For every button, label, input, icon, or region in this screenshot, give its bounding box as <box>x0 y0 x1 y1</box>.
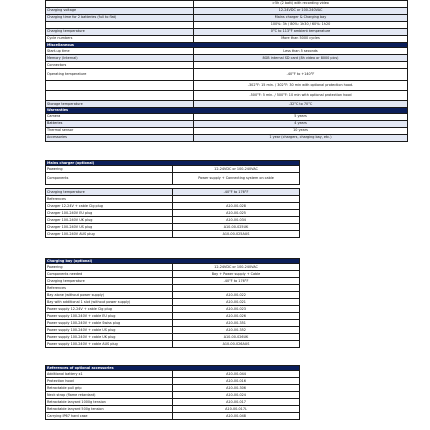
table-row <box>46 29 408 36</box>
row-value: Mains charger & Charging bay <box>194 15 408 22</box>
row-label: Start-up time <box>46 48 194 55</box>
mains-charger-table <box>45 160 300 238</box>
table-row <box>46 134 408 141</box>
table-row <box>46 166 300 173</box>
row-value: -40°F to +140°F <box>194 69 408 81</box>
row-label: Power supply 100-240V + cable AUS plug <box>46 341 173 348</box>
row-value: A10-00-026AUS <box>173 341 300 348</box>
row-value: A10-00-048 <box>173 413 300 420</box>
row-label: References <box>46 285 173 292</box>
charging-bay-table <box>45 258 300 348</box>
row-value: 8GB internal SD card (8h video or 8000 pics) <box>194 55 408 62</box>
row-label: Charger 100-240V AUS plug <box>46 231 173 238</box>
table-row <box>46 55 408 62</box>
row-label: Charger 12-24V + cable Cig plug <box>46 203 173 210</box>
row-label: Charger 100-240V UK plug <box>46 217 173 224</box>
row-value: -302°F: 15 min. / 302°F: 30 min with optional protection hood. <box>194 81 408 91</box>
row-label: Powering <box>46 264 173 271</box>
row-value <box>173 196 300 203</box>
table-row <box>46 36 408 43</box>
table-row <box>46 210 300 217</box>
specifications-table <box>45 0 408 142</box>
table-row <box>46 8 408 15</box>
row-value: A10-00-023 <box>173 306 300 313</box>
table-row <box>46 306 300 313</box>
table-row <box>46 341 300 348</box>
row-value: Less than 5 seconds <box>194 48 408 55</box>
row-value: A10-00-026UK <box>173 334 300 341</box>
table-row <box>46 413 300 420</box>
row-label: Charging voltage <box>46 8 194 15</box>
row-value: A10-00-017L <box>173 406 300 413</box>
row-value: 5 years <box>194 113 408 120</box>
row-label: Charging temperature <box>46 278 173 285</box>
row-label: Batteries <box>46 120 194 127</box>
table-row <box>46 278 300 285</box>
table-row <box>46 101 408 108</box>
row-value: Bay + Power supply + Cable <box>173 271 300 278</box>
table-row <box>46 385 300 392</box>
row-label: Components <box>46 173 173 185</box>
table-row <box>46 69 408 81</box>
table-row <box>46 127 408 134</box>
section-header: Miscellaneous <box>46 43 408 48</box>
table-row <box>46 371 300 378</box>
table-row <box>46 406 300 413</box>
row-value: A10-00-025 <box>173 210 300 217</box>
row-label: Protection hood <box>46 378 173 385</box>
row-label: Bay with additional 1 slot (without power supply) <box>46 299 173 306</box>
row-value: A10-00-352 <box>173 327 300 334</box>
row-value: 100%: 3h / 80%: 1h30 / 60%: 1h20 <box>194 22 408 29</box>
row-label: Retractable pull grip <box>46 385 173 392</box>
row-value: A10-00-022 <box>173 292 300 299</box>
row-value: A10-00-024 <box>173 392 300 399</box>
table-row <box>46 91 408 101</box>
table-row <box>46 292 300 299</box>
row-value: 12-24VDC or 100-240VAC <box>173 264 300 271</box>
row-label: Thermal sensor <box>46 127 194 134</box>
row-value: >5h (2 batt) with recording video <box>194 1 408 8</box>
table-row <box>46 320 300 327</box>
row-value <box>194 62 408 69</box>
row-label <box>46 81 194 91</box>
row-label: Cycle numbers <box>46 36 194 43</box>
table-row <box>46 327 300 334</box>
table-row <box>46 334 300 341</box>
row-label: Accessories <box>46 134 194 141</box>
row-value: 1 year (chargers, charging bay, etc.) <box>194 134 408 141</box>
row-label: Retractable lanyard 1000g tension <box>46 399 173 406</box>
row-label: Neck strap (flame retardant) <box>46 392 173 399</box>
row-label: Components needed <box>46 271 173 278</box>
row-value: 12-24VDC or 100-240VAC <box>194 8 408 15</box>
row-label: Powering <box>46 166 173 173</box>
row-value: A10-00-017 <box>173 399 300 406</box>
row-value: 10 years <box>194 127 408 134</box>
row-value: Power supply + Connecting system on cable <box>173 173 300 185</box>
row-label: Retractable lanyard 500g tension <box>46 406 173 413</box>
row-label: Charging temperature <box>46 29 194 36</box>
row-value: A10-00-044 <box>173 371 300 378</box>
table-row <box>46 113 408 120</box>
optional-accessories-table <box>45 365 300 420</box>
row-value: A10-00-351 <box>173 320 300 327</box>
row-label: Power supply 100-240V + cable EU plug <box>46 313 173 320</box>
table-row <box>46 285 300 292</box>
table-row <box>46 231 300 238</box>
row-value: 0°C to 113°F ambient temperature <box>194 29 408 36</box>
table-row <box>46 120 408 127</box>
table-row <box>46 217 300 224</box>
row-value: A10-00-025AUS <box>173 231 300 238</box>
row-value <box>173 285 300 292</box>
row-value: -40°F to 176°F <box>173 278 300 285</box>
table-row <box>46 81 408 91</box>
table-row <box>46 299 300 306</box>
row-label: Charging time for 2 batteries (full to flat) <box>46 15 194 22</box>
table-row <box>46 62 408 69</box>
row-value: A10-00-025UK <box>173 224 300 231</box>
row-label: Power supply 100-240V + cable Swiss plug <box>46 320 173 327</box>
row-value: A10-00-028 <box>173 203 300 210</box>
table-row <box>46 48 408 55</box>
row-label <box>46 91 194 101</box>
row-label: Additional battery x1 <box>46 371 173 378</box>
table-row <box>46 399 300 406</box>
row-label: Power supply 100-240V + cable US plug <box>46 327 173 334</box>
row-label: Storage temperature <box>46 101 194 108</box>
table-row <box>46 189 300 196</box>
row-label: Connectors <box>46 62 194 69</box>
row-value: A10-00-026 <box>173 313 300 320</box>
table-row <box>46 224 300 231</box>
table-row <box>46 15 408 22</box>
row-value: A10-00-306 <box>173 385 300 392</box>
row-value: A10-00-021 <box>173 299 300 306</box>
section-header: Warranties <box>46 108 408 113</box>
row-label: Operating temperature <box>46 69 194 81</box>
table-row <box>46 313 300 320</box>
row-value: A10-00-016 <box>173 378 300 385</box>
row-label: Carrying IP67 hard case <box>46 413 173 420</box>
section-header: Mains charger (optional) <box>46 161 300 166</box>
row-label: References <box>46 196 173 203</box>
row-label: Memory (Internal) <box>46 55 194 62</box>
row-label <box>46 1 194 8</box>
row-value: More than 5000 cycles <box>194 36 408 43</box>
row-label <box>46 22 194 29</box>
table-row <box>46 22 408 29</box>
row-label: Camera <box>46 113 194 120</box>
row-value: -40°F to 176°F <box>173 189 300 196</box>
row-label: Power supply 12-24V + cable Cig plug <box>46 306 173 313</box>
table-row <box>46 378 300 385</box>
row-value: A10-00-034 <box>173 217 300 224</box>
section-header: References of optional accessories <box>46 366 300 371</box>
row-value: 12-24VDC or 100-240VAC <box>173 166 300 173</box>
table-row <box>46 264 300 271</box>
row-label: Charger 100-240V US plug <box>46 224 173 231</box>
row-value: 4 years <box>194 120 408 127</box>
table-row <box>46 271 300 278</box>
section-header: Charging bay (optional) <box>46 259 300 264</box>
row-label: Charger 100-240V EU plug <box>46 210 173 217</box>
row-value: -500°F: 5 min. / 500°F: 10 min with optional protection hood <box>194 91 408 101</box>
row-label: Charging temperature <box>46 189 173 196</box>
table-row <box>46 1 408 8</box>
table-row <box>46 392 300 399</box>
row-value: -32°C to 70°C <box>194 101 408 108</box>
table-row <box>46 203 300 210</box>
row-label: Power supply 100-240V + cable UK plug <box>46 334 173 341</box>
row-label: Bay alone (without power supply) <box>46 292 173 299</box>
table-row <box>46 173 300 185</box>
table-row <box>46 196 300 203</box>
